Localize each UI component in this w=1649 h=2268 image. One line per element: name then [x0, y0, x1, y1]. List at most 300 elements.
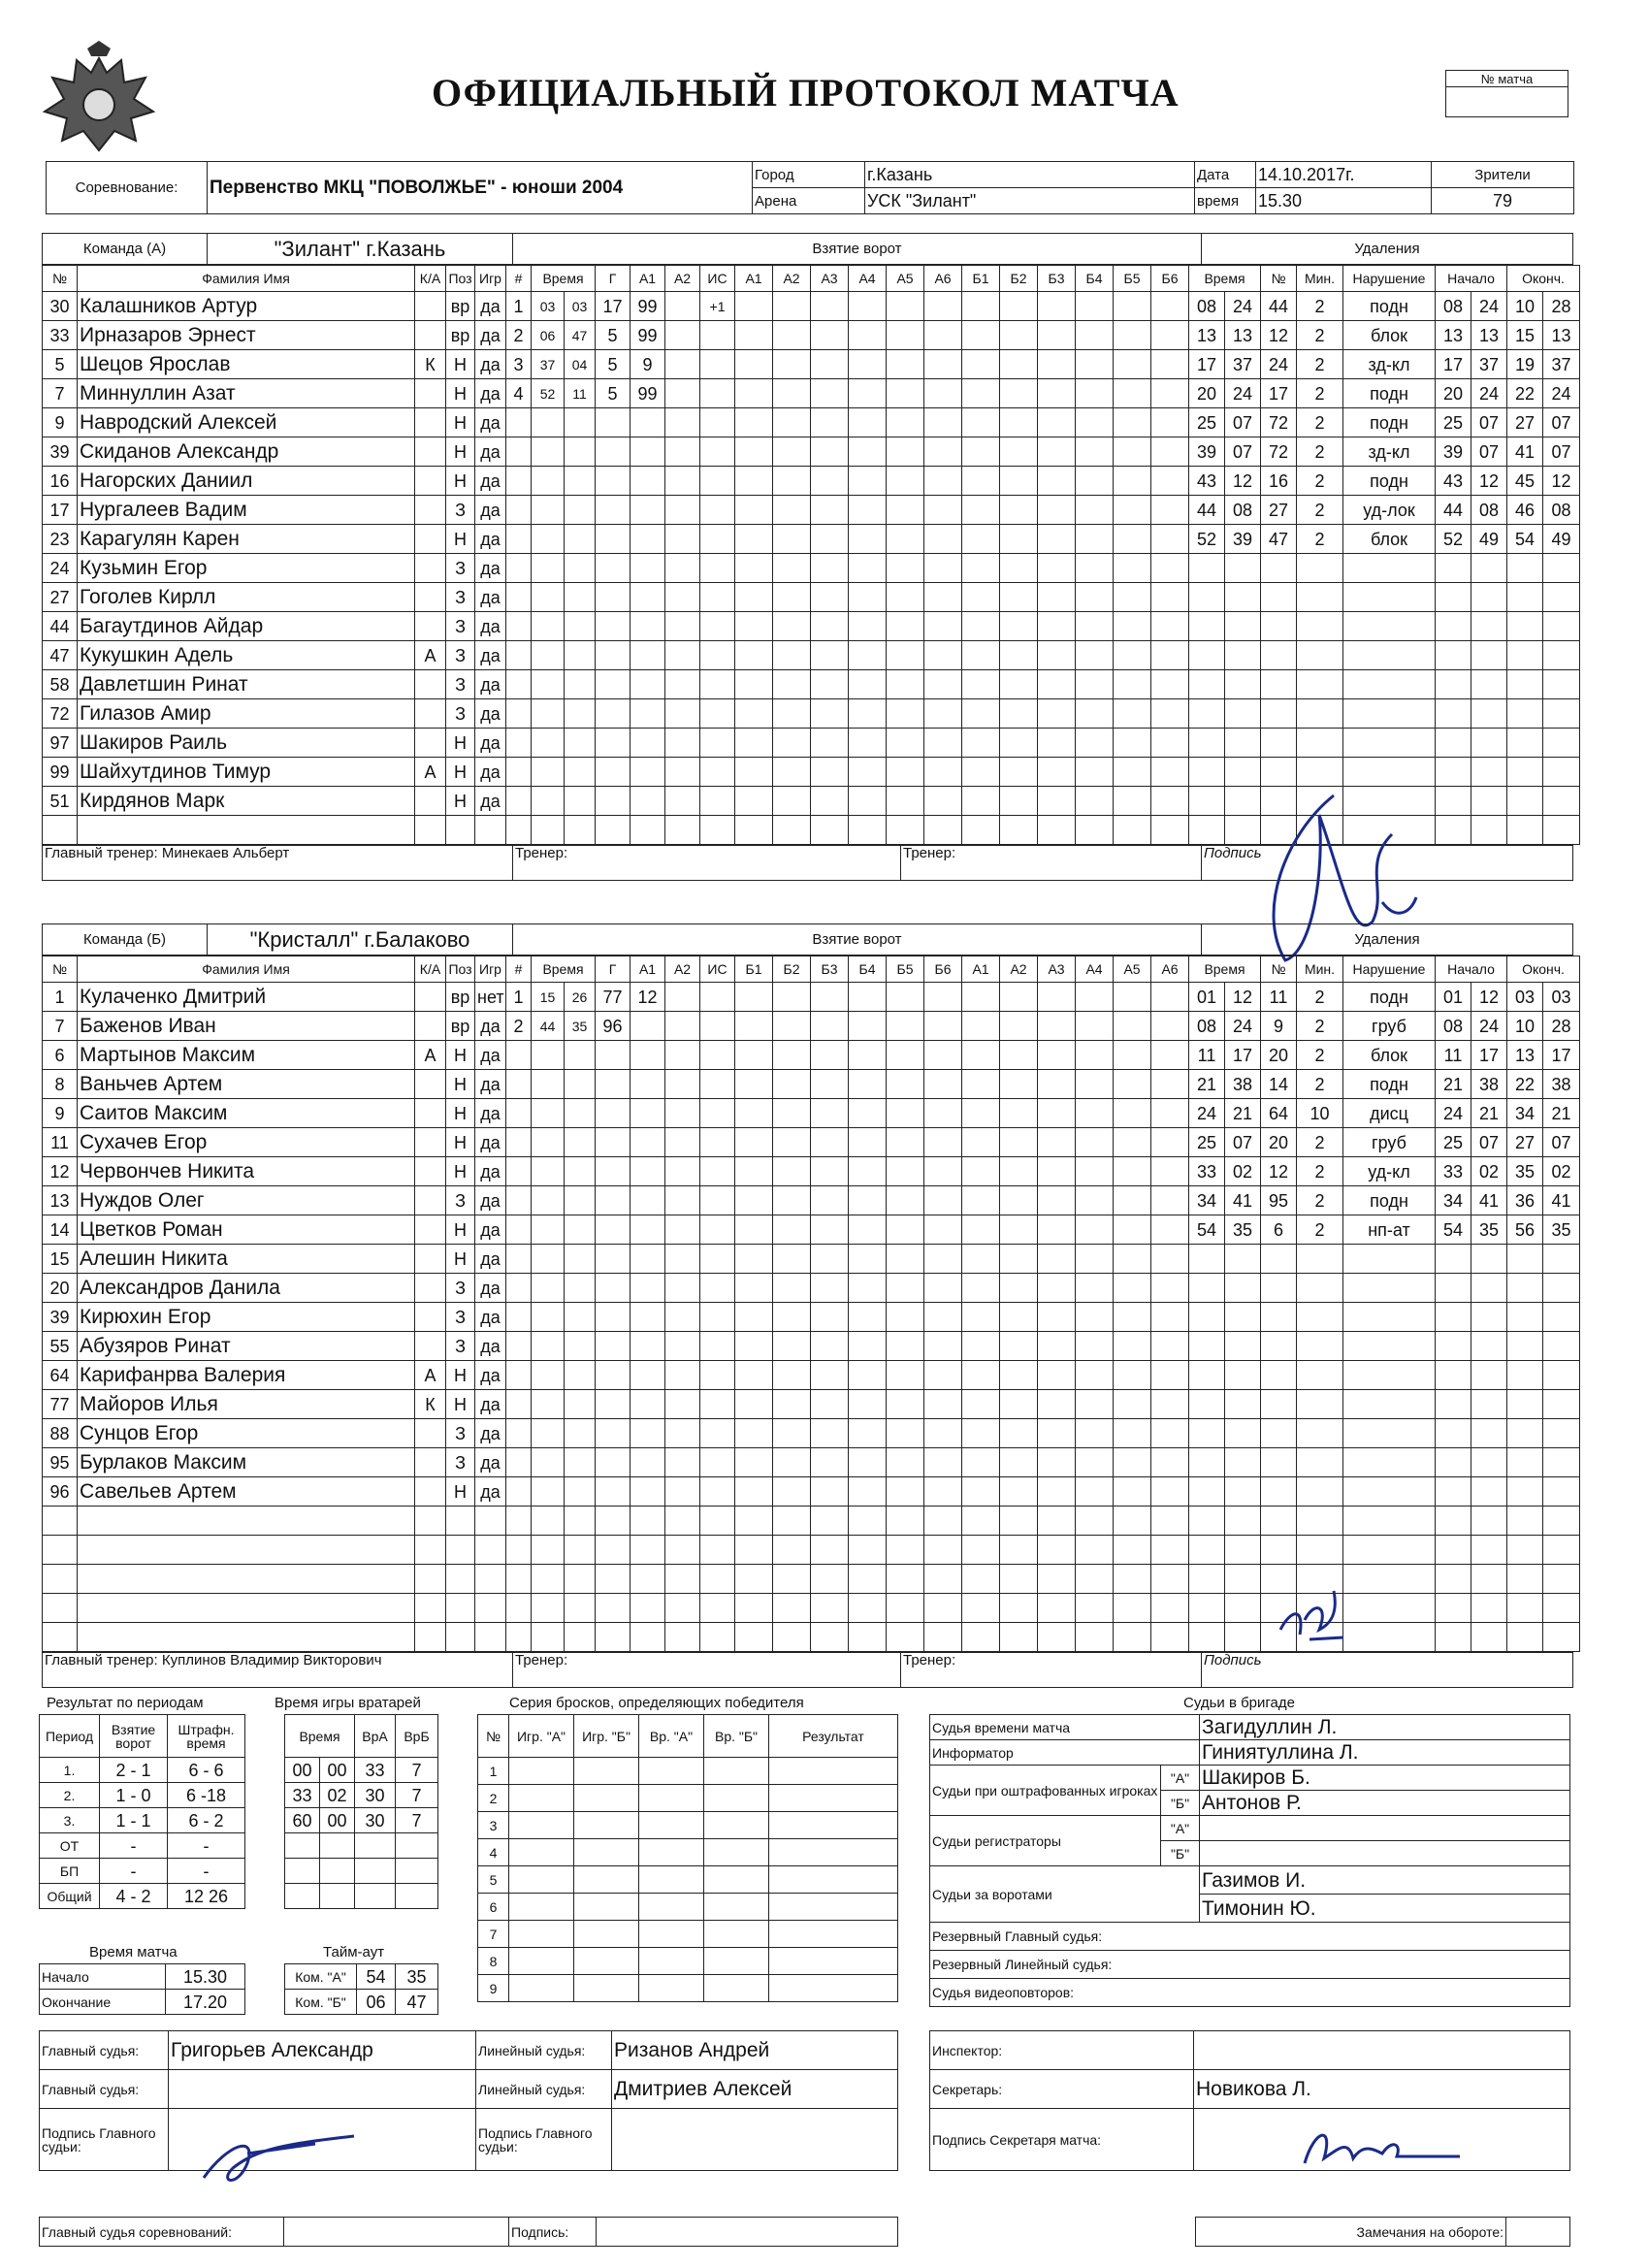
penalty-end-second: 07 — [1543, 437, 1580, 467]
onice-cell — [1114, 1215, 1151, 1245]
col-header-penalty-no: № — [1261, 956, 1297, 983]
timeout-a-label: Ком. "А" — [285, 1964, 357, 1990]
team-b-coach-row — [42, 1652, 1573, 1688]
penalty-second: 07 — [1225, 408, 1261, 437]
col-header-onice-6: А1 — [962, 956, 1000, 983]
onice-cell — [1114, 1274, 1151, 1303]
onice-cell — [962, 758, 1000, 787]
onice-cell — [1151, 1274, 1189, 1303]
penalty-violation: подн — [1343, 983, 1436, 1012]
player-captain-mark — [415, 1128, 446, 1157]
table-row — [43, 1536, 1580, 1565]
periods-total-goals: 4 - 2 — [100, 1884, 168, 1909]
shootout-cell — [704, 1866, 769, 1894]
penalty-start-minute: 13 — [1436, 321, 1471, 350]
onice-cell — [1038, 670, 1076, 699]
goal-assist1 — [630, 408, 665, 437]
penalty-violation: блок — [1343, 525, 1436, 554]
table-row — [43, 554, 1580, 583]
penalty-start-minute: 01 — [1436, 983, 1471, 1012]
onice-cell — [1000, 1623, 1038, 1652]
onice-cell — [1076, 1623, 1114, 1652]
goal-assist1 — [630, 1361, 665, 1390]
goal-number — [506, 496, 532, 525]
onice-cell — [1151, 1070, 1189, 1099]
penalty-start-minute: 21 — [1436, 1070, 1471, 1099]
goal-minute — [532, 612, 565, 641]
goalie-time-second: 02 — [320, 1783, 355, 1808]
onice-cell — [811, 1274, 849, 1303]
line-referee-label: Линейный судья: — [476, 2031, 612, 2070]
goal-scorer — [596, 408, 630, 437]
onice-cell — [811, 983, 849, 1012]
player-number: 58 — [43, 670, 78, 699]
penalty-end-minute — [1507, 1361, 1543, 1390]
onice-cell — [962, 350, 1000, 379]
penalty-judge-a: Шакиров Б. — [1200, 1766, 1570, 1791]
onice-cell — [1038, 379, 1076, 408]
onice-cell — [1076, 379, 1114, 408]
goal-number — [506, 1477, 532, 1507]
onice-cell — [811, 1012, 849, 1041]
goalie-time-minute — [285, 1859, 320, 1884]
player-name: Мартынов Максим — [78, 1041, 415, 1070]
penalty-start-minute: 39 — [1436, 437, 1471, 467]
penalty-end-minute: 45 — [1507, 467, 1543, 496]
onice-cell — [735, 1215, 773, 1245]
goal-scorer — [596, 1623, 630, 1652]
onice-cell — [1000, 1215, 1038, 1245]
penalty-minutes: 2 — [1297, 1128, 1343, 1157]
inspector-label: Инспектор: — [930, 2031, 1194, 2070]
penalty-start-second — [1471, 1565, 1507, 1594]
onice-cell — [1114, 1303, 1151, 1332]
player-played: да — [475, 1303, 506, 1332]
penalty-violation — [1343, 1536, 1436, 1565]
player-number: 77 — [43, 1390, 78, 1419]
onice-cell — [924, 554, 962, 583]
player-name: Карагулян Карен — [78, 525, 415, 554]
goal-second — [565, 1507, 596, 1536]
goal-second: 03 — [565, 292, 596, 321]
goalie-time-second — [320, 1859, 355, 1884]
player-name: Сунцов Егор — [78, 1419, 415, 1448]
penalty-end-minute — [1507, 1594, 1543, 1623]
penalty-start-second: 37 — [1471, 350, 1507, 379]
player-name: Карифанрва Валерия — [78, 1361, 415, 1390]
onice-cell — [1038, 525, 1076, 554]
onice-cell — [773, 1361, 811, 1390]
onice-cell — [1114, 554, 1151, 583]
onice-cell — [924, 1274, 962, 1303]
onice-cell — [962, 525, 1000, 554]
shootout-cell — [704, 1812, 769, 1839]
sign-main-label: Подпись Главного судьи: — [40, 2109, 169, 2171]
penalty-player — [1261, 1419, 1297, 1448]
onice-cell — [773, 729, 811, 758]
col-header-goal-number: # — [506, 956, 532, 983]
goal-minute — [532, 1507, 565, 1536]
onice-cell — [735, 583, 773, 612]
player-name: Ваньчев Артем — [78, 1070, 415, 1099]
team-a-roster-table — [42, 265, 1580, 845]
onice-cell — [887, 321, 924, 350]
goal-number — [506, 758, 532, 787]
player-name — [78, 1507, 415, 1536]
goal-assist1: 99 — [630, 379, 665, 408]
onice-cell — [1038, 1390, 1076, 1419]
onice-cell — [1114, 983, 1151, 1012]
onice-cell — [962, 787, 1000, 816]
penalty-start-minute: 08 — [1436, 1012, 1471, 1041]
goal-situation — [700, 1536, 735, 1565]
goalie-a — [355, 1884, 396, 1909]
penalty-minute: 33 — [1189, 1157, 1225, 1186]
onice-cell — [924, 670, 962, 699]
penalty-start-minute: 24 — [1436, 1099, 1471, 1128]
goal-scorer — [596, 437, 630, 467]
penalty-minute — [1189, 758, 1225, 787]
penalty-end-minute: 19 — [1507, 350, 1543, 379]
penalty-violation: зд-кл — [1343, 437, 1436, 467]
player-played: да — [475, 437, 506, 467]
onice-cell — [735, 816, 773, 845]
goal-situation — [700, 496, 735, 525]
player-position — [446, 816, 475, 845]
penalty-end-second — [1543, 554, 1580, 583]
goal-assist1 — [630, 1041, 665, 1070]
onice-cell — [773, 583, 811, 612]
onice-cell — [849, 1332, 887, 1361]
table-row — [285, 1859, 438, 1884]
goal-scorer — [596, 1186, 630, 1215]
player-number: 7 — [43, 379, 78, 408]
penalty-start-second — [1471, 554, 1507, 583]
goal-assist1 — [630, 787, 665, 816]
onice-cell — [849, 1274, 887, 1303]
onice-cell — [1151, 1128, 1189, 1157]
onice-cell — [924, 1448, 962, 1477]
penalty-end-minute — [1507, 554, 1543, 583]
penalty-end-second: 02 — [1543, 1157, 1580, 1186]
player-number — [43, 1594, 78, 1623]
player-captain-mark — [415, 983, 446, 1012]
goal-second — [565, 1419, 596, 1448]
onice-cell — [849, 1361, 887, 1390]
onice-cell — [962, 1128, 1000, 1157]
period-name: 1. — [40, 1758, 100, 1783]
penalty-end-minute: 10 — [1507, 292, 1543, 321]
col-header-onice-11: Б6 — [1151, 266, 1189, 292]
period-goals: 2 - 1 — [100, 1758, 168, 1783]
player-played: да — [475, 1012, 506, 1041]
table-row — [43, 1390, 1580, 1419]
penalty-start-second — [1471, 1245, 1507, 1274]
onice-cell — [811, 321, 849, 350]
penalty-start-minute: 25 — [1436, 1128, 1471, 1157]
onice-cell — [735, 670, 773, 699]
onice-cell — [1114, 321, 1151, 350]
team-b-goals-title: Взятие ворот — [513, 924, 1202, 956]
penalty-player: 20 — [1261, 1041, 1297, 1070]
goal-assist2 — [665, 554, 700, 583]
penalty-start-second: 07 — [1471, 1128, 1507, 1157]
player-position: Н — [446, 1390, 475, 1419]
player-name: Бурлаков Максим — [78, 1448, 415, 1477]
player-captain-mark — [415, 1215, 446, 1245]
penalty-minute: 13 — [1189, 321, 1225, 350]
penalty-second — [1225, 1361, 1261, 1390]
goal-situation — [700, 641, 735, 670]
penalty-minutes: 2 — [1297, 1157, 1343, 1186]
penalty-start-second — [1471, 729, 1507, 758]
penalty-end-second — [1543, 1594, 1580, 1623]
goal-assist2 — [665, 729, 700, 758]
goal-assist1 — [630, 1507, 665, 1536]
onice-cell — [773, 1477, 811, 1507]
onice-cell — [1038, 983, 1076, 1012]
goal-assist1 — [630, 641, 665, 670]
onice-cell — [924, 641, 962, 670]
onice-cell — [849, 525, 887, 554]
penalty-minute — [1189, 729, 1225, 758]
onice-cell — [773, 1012, 811, 1041]
penalty-second — [1225, 1274, 1261, 1303]
penalty-minutes: 2 — [1297, 1186, 1343, 1215]
onice-cell — [1151, 496, 1189, 525]
onice-cell — [849, 1186, 887, 1215]
onice-cell — [1151, 1099, 1189, 1128]
timeout-a-mm: 54 — [357, 1964, 396, 1990]
onice-cell — [773, 408, 811, 437]
shootout-cell — [704, 1948, 769, 1975]
goal-second: 47 — [565, 321, 596, 350]
onice-cell — [811, 350, 849, 379]
onice-cell — [735, 1477, 773, 1507]
player-captain-mark — [415, 1099, 446, 1128]
goal-minute — [532, 1390, 565, 1419]
player-position: Н — [446, 408, 475, 437]
goalie-time-minute — [285, 1884, 320, 1909]
penalty-second — [1225, 670, 1261, 699]
penalty-end-second — [1543, 1419, 1580, 1448]
goal-second — [565, 1157, 596, 1186]
onice-cell — [887, 379, 924, 408]
penalty-end-minute: 56 — [1507, 1215, 1543, 1245]
player-played — [475, 1623, 506, 1652]
onice-cell — [1076, 1041, 1114, 1070]
penalty-player — [1261, 1332, 1297, 1361]
timekeeper: Загидуллин Л. — [1200, 1715, 1570, 1740]
goal-situation — [700, 1128, 735, 1157]
goal-situation — [700, 729, 735, 758]
onice-cell — [924, 787, 962, 816]
signature-secretary — [1295, 2120, 1470, 2178]
penalty-end-second: 07 — [1543, 1128, 1580, 1157]
player-played: да — [475, 292, 506, 321]
player-name: Червончев Никита — [78, 1157, 415, 1186]
col-header-onice-7: А2 — [1000, 956, 1038, 983]
onice-cell — [773, 1157, 811, 1186]
onice-cell — [1114, 787, 1151, 816]
onice-cell — [1151, 1012, 1189, 1041]
player-position: З — [446, 670, 475, 699]
goalie-a: 30 — [355, 1808, 396, 1833]
onice-cell — [962, 983, 1000, 1012]
player-number: 95 — [43, 1448, 78, 1477]
onice-cell — [811, 1245, 849, 1274]
penalty-violation: подн — [1343, 408, 1436, 437]
player-captain-mark — [415, 1594, 446, 1623]
penalty-start-second — [1471, 1477, 1507, 1507]
onice-cell — [1076, 1012, 1114, 1041]
onice-cell — [962, 1274, 1000, 1303]
onice-cell — [962, 1186, 1000, 1215]
onice-cell — [924, 1507, 962, 1536]
penalty-start-second: 49 — [1471, 525, 1507, 554]
onice-cell — [1076, 525, 1114, 554]
col-header-penalty-time: Время — [1189, 956, 1261, 983]
goal-number — [506, 612, 532, 641]
table-row — [43, 670, 1580, 699]
penalty-player: 47 — [1261, 525, 1297, 554]
main-referee-label: Главный судья: — [40, 2031, 169, 2070]
player-position: З — [446, 612, 475, 641]
goal-assist2 — [665, 1507, 700, 1536]
date-label: Дата — [1195, 162, 1256, 188]
player-position: Н — [446, 1099, 475, 1128]
shootout-cell — [639, 1758, 704, 1785]
goal-situation — [700, 1507, 735, 1536]
penalty-violation: подн — [1343, 1070, 1436, 1099]
onice-cell — [887, 292, 924, 321]
penalty-second — [1225, 1477, 1261, 1507]
penalty-minutes: 2 — [1297, 525, 1343, 554]
goal-situation — [700, 670, 735, 699]
goal-assist1 — [630, 1245, 665, 1274]
onice-cell — [1076, 1477, 1114, 1507]
onice-cell — [773, 699, 811, 729]
penalty-second — [1225, 583, 1261, 612]
onice-cell — [773, 1332, 811, 1361]
penalty-player: 95 — [1261, 1186, 1297, 1215]
goal-minute — [532, 1565, 565, 1594]
onice-cell — [1114, 1332, 1151, 1361]
goal-assist2 — [665, 1099, 700, 1128]
player-name: Кирюхин Егор — [78, 1303, 415, 1332]
goal-second — [565, 1332, 596, 1361]
onice-cell — [924, 1186, 962, 1215]
goal-number — [506, 787, 532, 816]
penalty-second: 39 — [1225, 525, 1261, 554]
penalty-end-second — [1543, 1332, 1580, 1361]
onice-cell — [1114, 1448, 1151, 1477]
col-header-no: № — [43, 266, 78, 292]
penalty-start-second — [1471, 1536, 1507, 1565]
onice-cell — [849, 1623, 887, 1652]
onice-cell — [1076, 816, 1114, 845]
onice-cell — [1151, 1507, 1189, 1536]
onice-cell — [735, 699, 773, 729]
player-played: да — [475, 1070, 506, 1099]
goal-minute — [532, 641, 565, 670]
penalty-minute: 25 — [1189, 408, 1225, 437]
goalie-time-title: Время игры вратарей — [275, 1695, 421, 1711]
onice-cell — [1038, 1477, 1076, 1507]
player-name — [78, 1565, 415, 1594]
goal-assist2 — [665, 1215, 700, 1245]
player-played: да — [475, 583, 506, 612]
onice-cell — [1000, 1070, 1038, 1099]
onice-cell — [887, 1623, 924, 1652]
penalty-start-minute: 17 — [1436, 350, 1471, 379]
player-captain-mark: А — [415, 1041, 446, 1070]
penalty-second: 12 — [1225, 983, 1261, 1012]
player-position: З — [446, 1419, 475, 1448]
penalty-end-second: 21 — [1543, 1099, 1580, 1128]
player-name: Савельев Артем — [78, 1477, 415, 1507]
goal-situation — [700, 1361, 735, 1390]
onice-cell — [1114, 1041, 1151, 1070]
onice-cell — [849, 1303, 887, 1332]
onice-cell — [1076, 612, 1114, 641]
onice-cell — [735, 641, 773, 670]
onice-cell — [1151, 1594, 1189, 1623]
onice-cell — [811, 437, 849, 467]
goal-minute — [532, 699, 565, 729]
onice-cell — [849, 1215, 887, 1245]
table-row — [478, 1866, 898, 1894]
goal-scorer — [596, 1390, 630, 1419]
onice-cell — [735, 1361, 773, 1390]
penalty-end-second — [1543, 1448, 1580, 1477]
onice-cell — [887, 1128, 924, 1157]
onice-cell — [924, 350, 962, 379]
onice-cell — [811, 1419, 849, 1448]
onice-cell — [1038, 437, 1076, 467]
penalty-minute — [1189, 1448, 1225, 1477]
onice-cell — [887, 583, 924, 612]
player-captain-mark — [415, 1274, 446, 1303]
penalty-end-minute: 27 — [1507, 1128, 1543, 1157]
table-row — [43, 1070, 1580, 1099]
penalty-end-second: 37 — [1543, 350, 1580, 379]
player-played: да — [475, 1332, 506, 1361]
player-name: Калашников Артур — [78, 292, 415, 321]
player-number: 39 — [43, 437, 78, 467]
goal-second — [565, 1594, 596, 1623]
onice-cell — [1076, 1419, 1114, 1448]
penalty-violation — [1343, 1361, 1436, 1390]
onice-cell — [1114, 1477, 1151, 1507]
penalty-minutes — [1297, 670, 1343, 699]
player-name: Скиданов Александр — [78, 437, 415, 467]
player-captain-mark — [415, 467, 446, 496]
onice-cell — [849, 1594, 887, 1623]
goal-number: 1 — [506, 983, 532, 1012]
onice-cell — [1151, 350, 1189, 379]
onice-cell — [1114, 612, 1151, 641]
onice-cell — [887, 1274, 924, 1303]
goal-situation — [700, 350, 735, 379]
onice-cell — [735, 350, 773, 379]
goal-number — [506, 1565, 532, 1594]
goal-scorer — [596, 1303, 630, 1332]
onice-cell — [773, 670, 811, 699]
goal-minute — [532, 1594, 565, 1623]
officials-title: Судьи в бригаде — [1183, 1695, 1295, 1711]
player-captain-mark — [415, 408, 446, 437]
